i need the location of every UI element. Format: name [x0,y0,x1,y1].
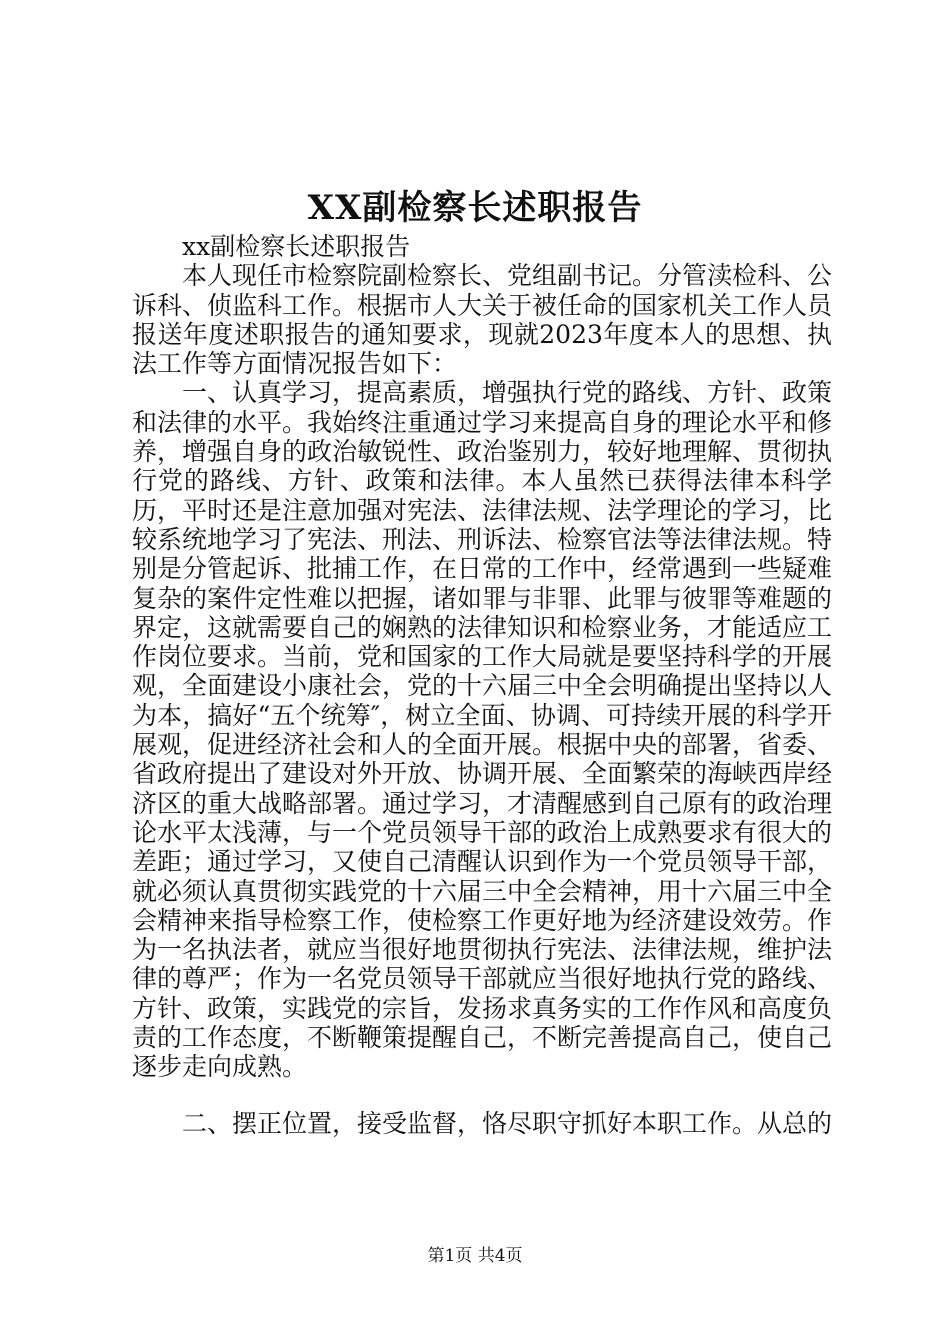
paragraph-intro: 本人现任市检察院副检察长、党组副书记。分管渎检科、公诉科、侦监科工作。根据市人大关于被任命的国家机关工作人员报送年度述职报告的通知要求，现就2023年度本人的思想、执法工作等方面情况报告如下： [132,261,833,379]
paragraph-section-two: 二、摆正位置，接受监督，恪尽职守抓好本职工作。从总的 [182,1108,833,1138]
document-subtitle: xx副检察长述职报告 [182,232,411,261]
document-title: XX副检察长述职报告 [307,188,643,228]
document-body [132,232,832,1138]
page-number-footer: 第1页 共4页 [427,1246,523,1266]
paragraph-section-one: 一、认真学习，提高素质，增强执行党的路线、方针、政策和法律的水平。我始终注重通过学习来提高自身的理论水平和修养，增强自身的政治敏锐性、政治鉴别力，较好地理解、贯彻执行党的路线、方针、政策和法律。本人虽然已获得法律本科学历，平时还是注意加强对宪法、法律法规、法学理论的学习，比较系统地学习了宪法、刑法、刑诉法、检察官法等法律法规。特别是分管起诉、批捕工作，在日常的工作中，经常遇到一些疑难复杂的案件定性难以把握，诸如罪与非罪、此罪与彼罪等难题的界定，这就需要自己的娴熟的法律知识和检察业务，才能适应工作岗位要求。当前，党和国家的工作大局就是要坚持科学的开展观，全面建设小康社会，党的十六届三中全会明确提出坚持以人为本，搞好“五个统筹″，树立全面、协调、可持续开展的科学开展观，促进经济社会和人的全面开展。根据中央的部署，省委、省政府提出了建设对外开放、协调开展、全面繁荣的海峡西岸经济区的重大战略部署。通过学习，才清醒感到自己原有的政治理论水平太浅薄，与一个党员领导干部的政治上成熟要求有很大的差距；通过学习，又使自己清醒认识到作为一个党员领导干部，就必须认真贯彻实践党的十六届三中全会精神，用十六届三中全会精神来指导检察工作，使检察工作更好地为经济建设效劳。作为一名执法者，就应当很好地贯彻执行宪法、法律法规，维护法律的尊严；作为一名党员领导干部就应当很好地执行党的路线、方针、政策，实践党的宗旨，发扬求真务实的工作作风和高度负责的工作态度，不断鞭策提醒自己，不断完善提高自己，使自己逐步走向成熟。 [132,378,833,1082]
